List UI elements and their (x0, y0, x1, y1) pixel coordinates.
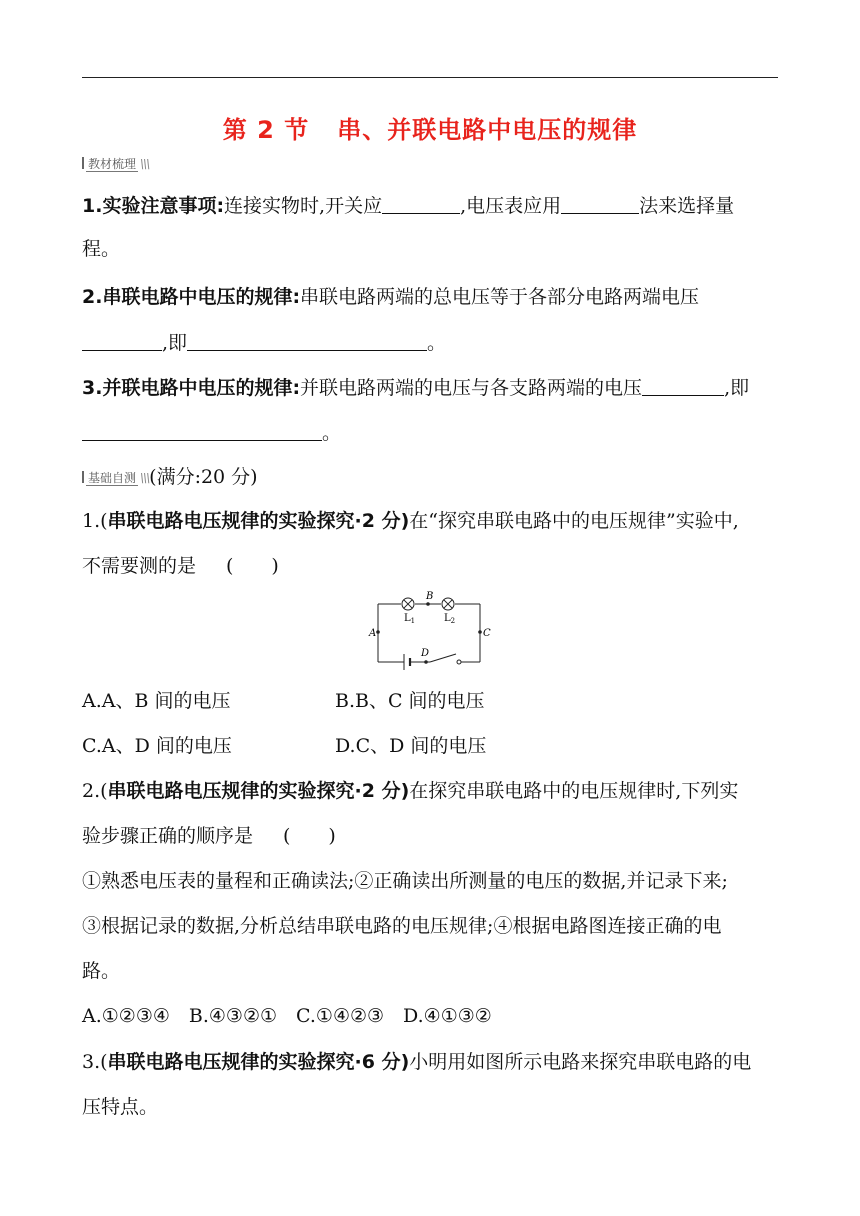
question-1-cont (82, 553, 778, 579)
self-test-score: (满分:20 分) (149, 466, 258, 488)
q2-text-b: 验步骤正确的顺序是 (82, 825, 254, 847)
item-1-lead: 1.实验注意事项: (82, 195, 225, 217)
q1-text-a: 在“探究串联电路中的电压规律”实验中, (409, 510, 739, 532)
textbook-item-2 (82, 284, 778, 310)
q1-tag-close: ) (400, 510, 410, 532)
question-3 (82, 1049, 778, 1075)
q2-tag: 串联电路电压规律的实验探究·2 分 (107, 780, 401, 802)
item-3-text-b: ,即 (724, 377, 750, 399)
blank-parallel-word[interactable] (642, 377, 724, 396)
node-a-dot (376, 630, 380, 634)
q1-number: 1.( (82, 510, 108, 532)
blank-switch-state[interactable] (382, 195, 460, 214)
question-3-cont (82, 1094, 778, 1120)
lamp-l1-icon (402, 598, 414, 610)
question-2 (82, 778, 778, 804)
textbook-item-1 (82, 193, 778, 219)
q2-answer-paren[interactable]: ( ) (283, 825, 336, 847)
textbook-review-label: 教材梳理 (88, 157, 137, 171)
textbook-item-3-cont (82, 420, 778, 446)
q2-tag-close: ) (400, 780, 410, 802)
section-number: 第 2 节 (222, 116, 310, 144)
q2-steps-line-1: ①熟悉电压表的量程和正确读法;②正确读出所测量的电压的数据,并记录下来; (82, 870, 728, 892)
item-2-text-c: 。 (427, 332, 447, 354)
q1-option-d[interactable]: D.C、D 间的电压 (335, 735, 487, 757)
item-1-text-d: 程。 (82, 238, 121, 260)
node-d-label: D (421, 648, 430, 659)
q2-steps-line-3: 路。 (82, 960, 121, 982)
item-3-lead: 3.并联电路中电压的规律: (82, 377, 301, 399)
circuit-diagram (360, 590, 500, 670)
item-1-text-c: 法来选择量 (639, 195, 735, 217)
blank-series-formula[interactable] (187, 332, 427, 351)
item-2-lead: 2.串联电路中电压的规律: (82, 286, 301, 308)
item-1-text-a: 连接实物时,开关应 (224, 195, 383, 217)
q1-option-a[interactable]: A.A、B 间的电压 (82, 690, 231, 712)
question-1 (82, 508, 778, 534)
item-2-text-b: ,即 (162, 332, 188, 354)
q3-text-b: 压特点。 (82, 1096, 159, 1118)
question-2-cont (82, 823, 778, 849)
textbook-item-1-cont (82, 236, 778, 262)
node-b-dot (426, 602, 430, 606)
node-a-label: A (369, 628, 377, 639)
battery-icon (404, 654, 410, 670)
self-test-label: 基础自测 (88, 471, 137, 485)
lamp-l2-icon (442, 598, 454, 610)
q3-text-a: 小明用如图所示电路来探究串联电路的电 (409, 1051, 752, 1073)
blank-series-word[interactable] (82, 332, 162, 351)
q1-answer-paren[interactable]: ( ) (226, 555, 279, 577)
item-3-text-c: 。 (322, 422, 342, 444)
blank-parallel-formula[interactable] (82, 422, 322, 441)
switch-contact-icon (457, 660, 461, 664)
node-c-label: C (483, 628, 491, 639)
header-rule (82, 77, 778, 78)
node-d-dot (424, 660, 428, 664)
section-heading: 串、并联电路中电压的规律 (337, 116, 638, 144)
q1-tag: 串联电路电压规律的实验探究·2 分 (107, 510, 401, 532)
node-c-dot (478, 630, 482, 634)
node-b-label: B (426, 591, 434, 602)
textbook-review-tag: 教材梳理 \\\ (82, 156, 149, 172)
q1-option-c[interactable]: C.A、D 间的电压 (82, 735, 232, 757)
lamp-l1-label: $L_1$ (404, 613, 416, 625)
q3-tag: 串联电路电压规律的实验探究·6 分 (107, 1051, 401, 1073)
page-title (0, 110, 860, 145)
lamp-l2-label: $L_2$ (444, 613, 456, 625)
q1-option-b[interactable]: B.B、C 间的电压 (335, 690, 485, 712)
q2-number: 2.( (82, 780, 108, 802)
self-test-header (82, 464, 778, 490)
q3-number: 3.( (82, 1051, 108, 1073)
q3-tag-close: ) (400, 1051, 410, 1073)
textbook-item-2-cont (82, 330, 778, 356)
item-3-text-a: 并联电路两端的电压与各支路两端的电压 (300, 377, 643, 399)
blank-range-method[interactable] (561, 195, 639, 214)
textbook-item-3 (82, 375, 778, 401)
self-test-tag: 基础自测 \\\ (82, 471, 149, 485)
item-2-text-a: 串联电路两端的总电压等于各部分电路两端电压 (300, 286, 700, 308)
q2-text-a: 在探究串联电路中的电压规律时,下列实 (409, 780, 739, 802)
q1-text-b: 不需要测的是 (82, 555, 197, 577)
q2-options[interactable]: A.①②③④ B.④③②① C.①④②③ D.④①③② (82, 1005, 492, 1027)
item-1-text-b: ,电压表应用 (460, 195, 562, 217)
q2-steps-line-2: ③根据记录的数据,分析总结串联电路的电压规律;④根据电路图连接正确的电 (82, 915, 722, 937)
